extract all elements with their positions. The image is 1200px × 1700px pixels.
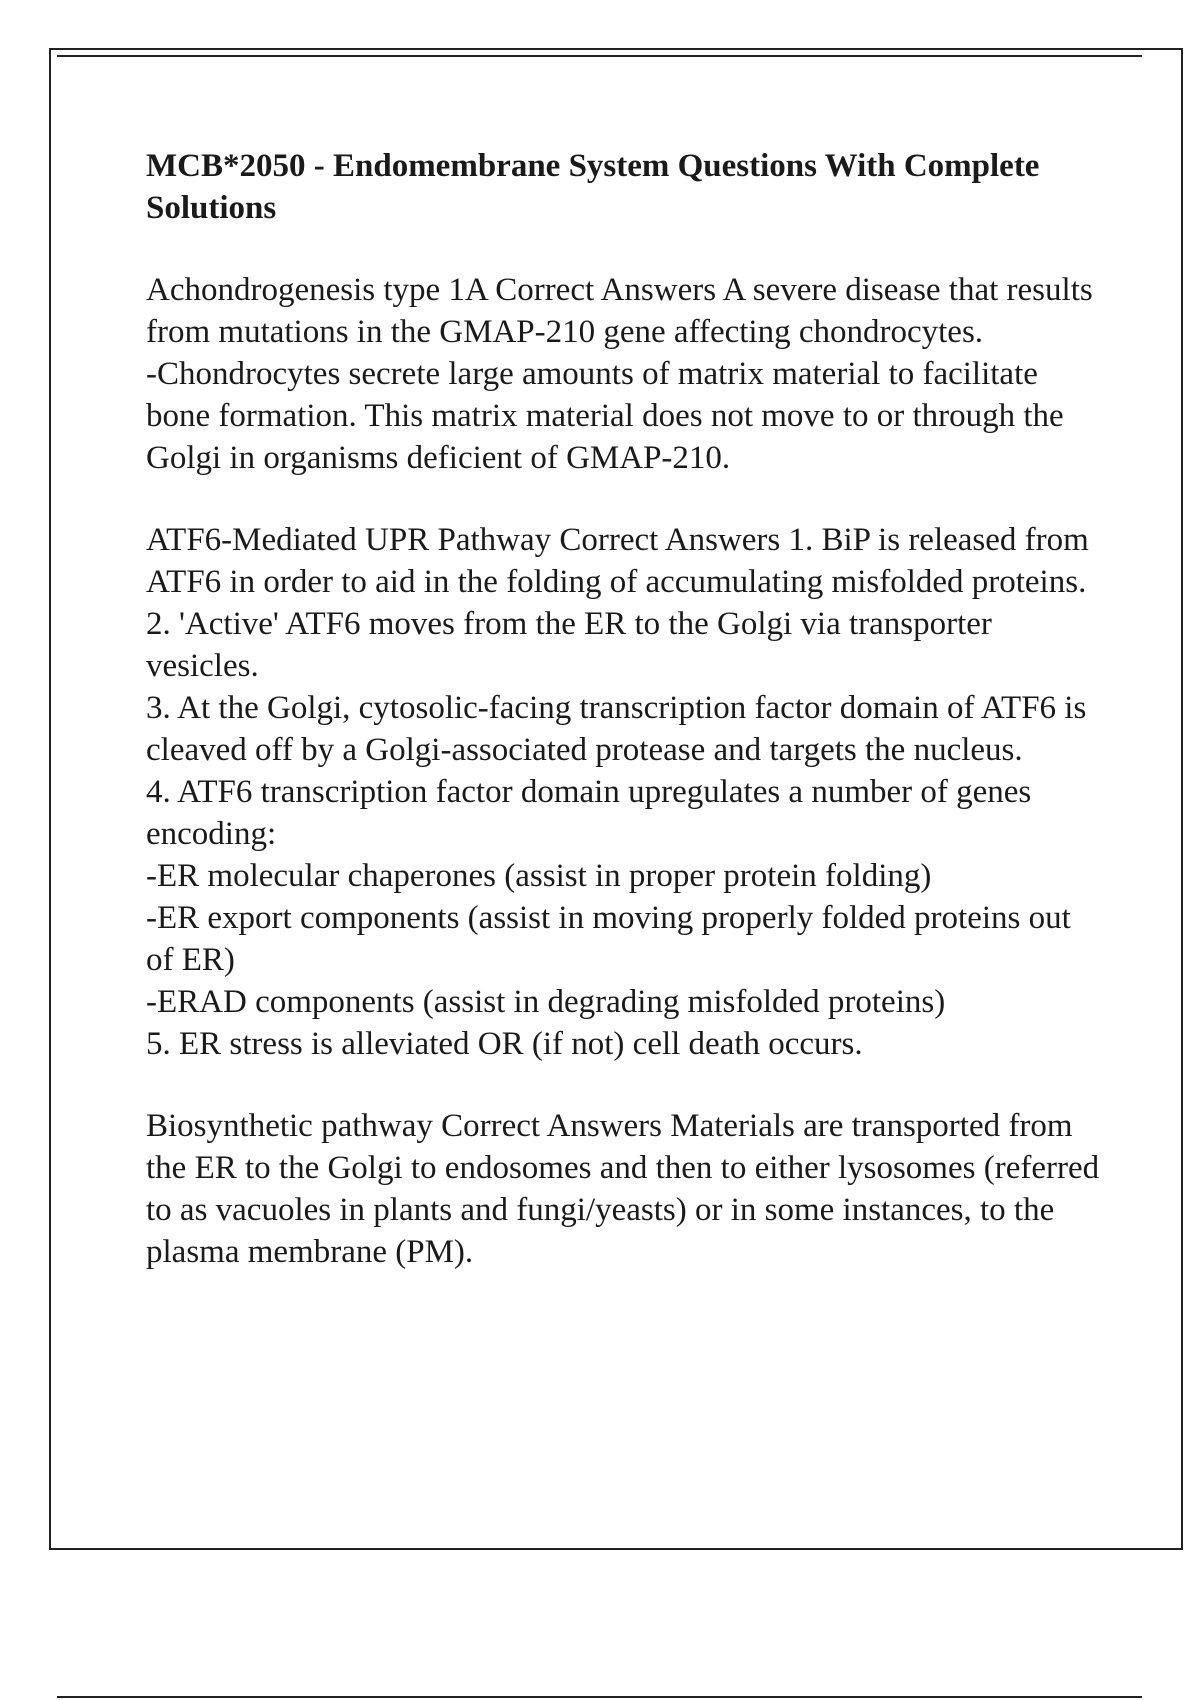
entry-line: Achondrogenesis type 1A Correct Answers A severe disease that results from mutations in the GMAP-210 gene affecting chondrocytes. bbox=[146, 272, 1093, 350]
entry-line: -ER molecular chaperones (assist in proper protein folding) bbox=[146, 858, 932, 894]
entry-line: 2. 'Active' ATF6 moves from the ER to the Golgi via transporter vesicles. bbox=[146, 606, 992, 684]
entry-achondrogenesis bbox=[146, 269, 1106, 479]
document-content bbox=[146, 145, 1106, 1313]
entry-line: -ERAD components (assist in degrading misfolded proteins) bbox=[146, 984, 946, 1020]
entry-line: 4. ATF6 transcription factor domain upregulates a number of genes encoding: bbox=[146, 774, 1032, 852]
entry-line: -Chondrocytes secrete large amounts of matrix material to facilitate bone formation. This matrix material does not move to or through the Golgi in organisms deficient of GMAP-210. bbox=[146, 356, 1064, 476]
entry-biosynthetic-pathway bbox=[146, 1105, 1106, 1273]
entry-line: ATF6-Mediated UPR Pathway Correct Answers 1. BiP is released from ATF6 in order to aid in the folding of accumulating misfolded proteins. bbox=[146, 522, 1089, 600]
bottom-rule bbox=[57, 1696, 1142, 1698]
entry-line: Biosynthetic pathway Correct Answers Materials are transported from the ER to the Golgi to endosomes and then to either lysosomes (referred to as vacuoles in plants and fungi/yeasts) or in some instances, to the plasma membrane (PM). bbox=[146, 1108, 1100, 1270]
entry-line: 5. ER stress is alleviated OR (if not) cell death occurs. bbox=[146, 1026, 863, 1062]
entry-line: -ER export components (assist in moving properly folded proteins out of ER) bbox=[146, 900, 1071, 978]
top-rule bbox=[57, 55, 1142, 57]
entry-line: 3. At the Golgi, cytosolic-facing transcription factor domain of ATF6 is cleaved off by a Golgi-associated protease and targets the nucleus. bbox=[146, 690, 1087, 768]
document-title: MCB*2050 - Endomembrane System Questions With Complete Solutions bbox=[146, 148, 1040, 226]
entry-atf6-upr-pathway bbox=[146, 519, 1106, 1065]
